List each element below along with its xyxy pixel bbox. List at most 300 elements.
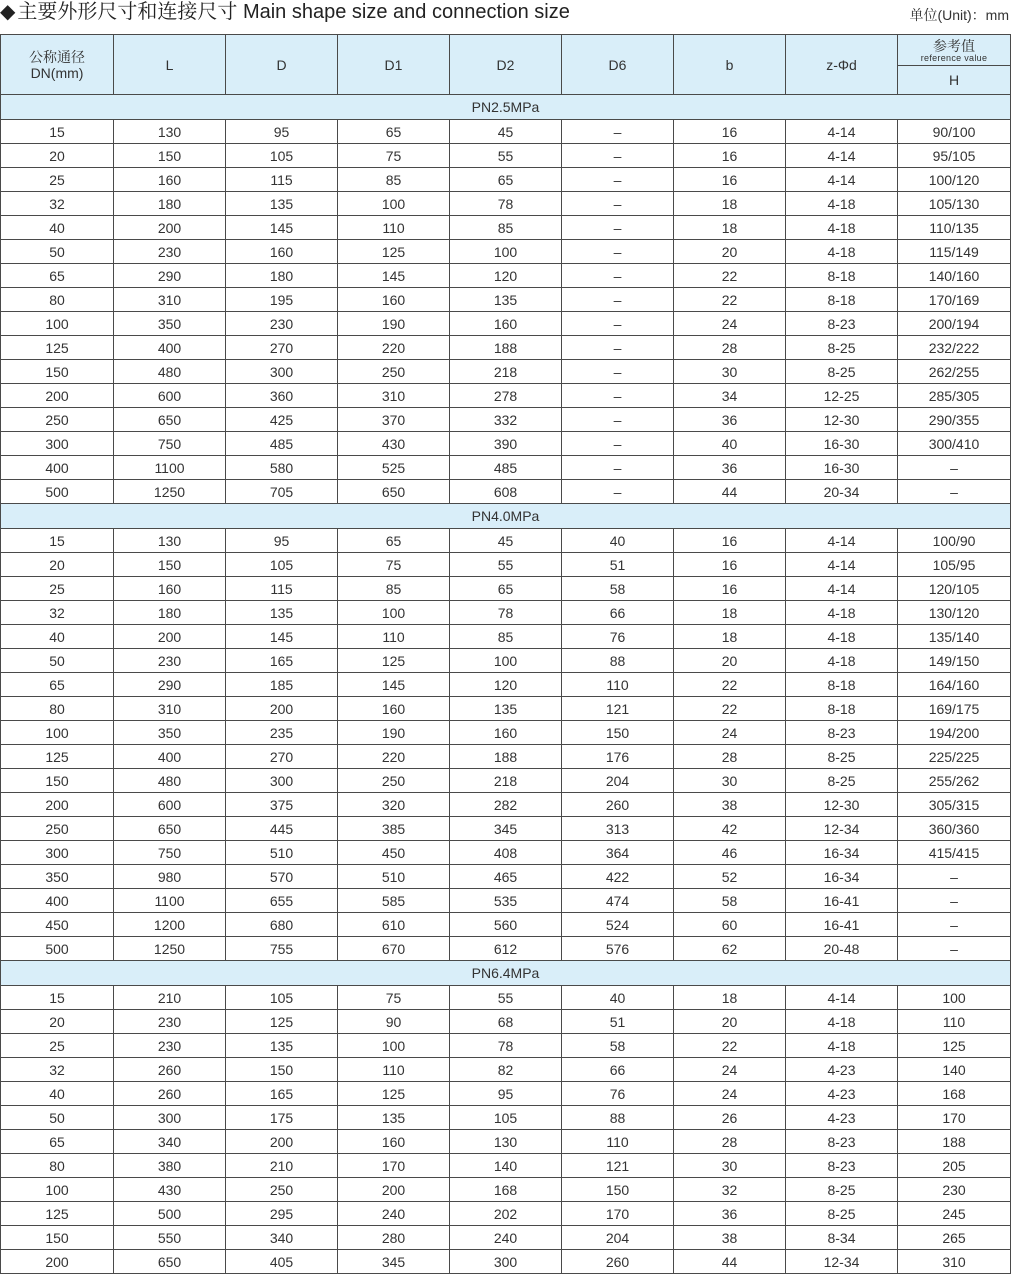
table-cell: 24: [674, 1058, 786, 1082]
table-cell: 40: [1, 1082, 114, 1106]
table-cell: 390: [450, 432, 562, 456]
table-cell: 125: [898, 1034, 1011, 1058]
table-cell: 4-14: [786, 120, 898, 144]
table-cell: 190: [338, 312, 450, 336]
table-cell: 66: [562, 1058, 674, 1082]
table-row: [1, 312, 1011, 336]
table-cell: 705: [226, 480, 338, 504]
table-row: [1, 1034, 1011, 1058]
table-cell: 110: [562, 1130, 674, 1154]
table-cell: 650: [114, 408, 226, 432]
table-cell: 580: [226, 456, 338, 480]
table-cell: 105: [226, 986, 338, 1010]
table-cell: 8-18: [786, 288, 898, 312]
table-cell: 100: [450, 649, 562, 673]
table-cell: 25: [1, 577, 114, 601]
table-row: [1, 264, 1011, 288]
table-cell: –: [562, 216, 674, 240]
table-cell: 430: [338, 432, 450, 456]
table-cell: 66: [562, 601, 674, 625]
table-cell: 28: [674, 336, 786, 360]
table-cell: 585: [338, 889, 450, 913]
table-cell: 18: [674, 986, 786, 1010]
table-cell: 12-30: [786, 793, 898, 817]
table-cell: 135: [226, 1034, 338, 1058]
table-cell: 58: [562, 577, 674, 601]
table-cell: 200: [114, 216, 226, 240]
table-cell: 130/120: [898, 601, 1011, 625]
table-cell: 4-23: [786, 1058, 898, 1082]
table-cell: 260: [562, 793, 674, 817]
table-cell: 4-23: [786, 1106, 898, 1130]
table-cell: 40: [1, 625, 114, 649]
table-cell: 85: [450, 216, 562, 240]
table-cell: 16-34: [786, 841, 898, 865]
table-cell: 235: [226, 721, 338, 745]
table-cell: –: [562, 384, 674, 408]
table-cell: 610: [338, 913, 450, 937]
table-cell: 120: [450, 264, 562, 288]
table-row: [1, 192, 1011, 216]
table-cell: 332: [450, 408, 562, 432]
table-row: [1, 649, 1011, 673]
table-cell: 145: [226, 625, 338, 649]
table-cell: 160: [338, 697, 450, 721]
table-row: [1, 336, 1011, 360]
table-cell: 4-14: [786, 529, 898, 553]
table-cell: 95/105: [898, 144, 1011, 168]
table-cell: 12-34: [786, 1250, 898, 1274]
table-cell: 18: [674, 192, 786, 216]
table-cell: 385: [338, 817, 450, 841]
table-cell: 105/95: [898, 553, 1011, 577]
table-cell: 88: [562, 1106, 674, 1130]
table-cell: 1250: [114, 937, 226, 961]
table-cell: 600: [114, 384, 226, 408]
table-row: [1, 529, 1011, 553]
table-cell: 110: [338, 1058, 450, 1082]
table-cell: 750: [114, 432, 226, 456]
section-title: PN6.4MPa: [1, 961, 1011, 986]
header-reference-cn: 参考值: [933, 38, 975, 54]
table-cell: 100: [338, 601, 450, 625]
table-cell: 260: [114, 1058, 226, 1082]
table-cell: 524: [562, 913, 674, 937]
table-cell: 300: [1, 841, 114, 865]
table-cell: 282: [450, 793, 562, 817]
table-cell: 22: [674, 673, 786, 697]
table-cell: –: [562, 456, 674, 480]
table-row: [1, 601, 1011, 625]
table-cell: 100: [898, 986, 1011, 1010]
table-cell: 980: [114, 865, 226, 889]
table-cell: 80: [1, 697, 114, 721]
table-cell: 8-23: [786, 312, 898, 336]
table-cell: 44: [674, 1250, 786, 1274]
table-cell: 260: [114, 1082, 226, 1106]
table-cell: 16: [674, 553, 786, 577]
table-cell: 250: [338, 769, 450, 793]
table-cell: –: [562, 480, 674, 504]
table-cell: 4-14: [786, 553, 898, 577]
table-cell: 170: [898, 1106, 1011, 1130]
table-cell: 95: [450, 1082, 562, 1106]
table-cell: 260: [562, 1250, 674, 1274]
table-cell: 360: [226, 384, 338, 408]
table-row: [1, 432, 1011, 456]
table-cell: 270: [226, 745, 338, 769]
table-cell: 364: [562, 841, 674, 865]
table-cell: –: [898, 480, 1011, 504]
table-cell: 55: [450, 144, 562, 168]
table-cell: 100/90: [898, 529, 1011, 553]
section-title: PN4.0MPa: [1, 504, 1011, 529]
table-cell: 24: [674, 312, 786, 336]
table-row: [1, 1106, 1011, 1130]
table-cell: 340: [226, 1226, 338, 1250]
table-cell: 650: [338, 480, 450, 504]
table-cell: –: [562, 144, 674, 168]
table-cell: 115: [226, 168, 338, 192]
table-row: [1, 986, 1011, 1010]
table-cell: 375: [226, 793, 338, 817]
table-row: [1, 456, 1011, 480]
table-cell: 75: [338, 553, 450, 577]
table-cell: 45: [450, 120, 562, 144]
table-cell: 295: [226, 1202, 338, 1226]
table-cell: 8-18: [786, 264, 898, 288]
table-cell: 612: [450, 937, 562, 961]
table-cell: –: [562, 264, 674, 288]
table-cell: 4-14: [786, 168, 898, 192]
table-cell: 485: [226, 432, 338, 456]
table-cell: 140: [450, 1154, 562, 1178]
table-cell: 1250: [114, 480, 226, 504]
table-cell: 474: [562, 889, 674, 913]
table-cell: 55: [450, 986, 562, 1010]
table-cell: 345: [338, 1250, 450, 1274]
table-cell: 40: [1, 216, 114, 240]
table-row: [1, 1178, 1011, 1202]
table-cell: 290/355: [898, 408, 1011, 432]
table-cell: 65: [450, 577, 562, 601]
header-b: b: [674, 35, 786, 95]
table-row: [1, 673, 1011, 697]
page-title-text: 主要外形尺寸和连接尺寸 Main shape size and connection size: [17, 1, 570, 23]
table-cell: 78: [450, 192, 562, 216]
table-cell: 608: [450, 480, 562, 504]
table-cell: 90: [338, 1010, 450, 1034]
table-cell: –: [562, 336, 674, 360]
table-cell: 185: [226, 673, 338, 697]
table-cell: 68: [450, 1010, 562, 1034]
table-cell: 150: [562, 1178, 674, 1202]
table-cell: 100: [1, 721, 114, 745]
table-cell: 408: [450, 841, 562, 865]
table-cell: 510: [338, 865, 450, 889]
table-cell: –: [898, 913, 1011, 937]
table-cell: –: [562, 192, 674, 216]
table-cell: 76: [562, 625, 674, 649]
table-cell: 45: [450, 529, 562, 553]
table-cell: 480: [114, 360, 226, 384]
table-cell: 300: [450, 1250, 562, 1274]
table-cell: 16-30: [786, 432, 898, 456]
table-cell: 165: [226, 649, 338, 673]
table-cell: 121: [562, 1154, 674, 1178]
table-cell: 180: [114, 601, 226, 625]
table-cell: 130: [114, 120, 226, 144]
table-cell: 232/222: [898, 336, 1011, 360]
table-cell: 340: [114, 1130, 226, 1154]
table-row: [1, 1010, 1011, 1034]
table-cell: 576: [562, 937, 674, 961]
table-cell: 8-25: [786, 1178, 898, 1202]
table-cell: 200: [1, 384, 114, 408]
table-cell: 60: [674, 913, 786, 937]
table-cell: 225/225: [898, 745, 1011, 769]
table-row: [1, 937, 1011, 961]
table-cell: 125: [1, 1202, 114, 1226]
table-cell: 110: [562, 673, 674, 697]
header-reference-en: reference value: [920, 53, 988, 63]
table-cell: 18: [674, 601, 786, 625]
table-cell: 165: [226, 1082, 338, 1106]
table-cell: 85: [450, 625, 562, 649]
table-cell: 270: [226, 336, 338, 360]
table-cell: 125: [226, 1010, 338, 1034]
table-row: [1, 625, 1011, 649]
table-cell: 750: [114, 841, 226, 865]
table-cell: 169/175: [898, 697, 1011, 721]
table-cell: 300: [114, 1106, 226, 1130]
table-cell: 150: [226, 1058, 338, 1082]
table-cell: 220: [338, 336, 450, 360]
table-cell: 205: [898, 1154, 1011, 1178]
table-cell: 42: [674, 817, 786, 841]
table-cell: 400: [1, 889, 114, 913]
table-cell: 75: [338, 144, 450, 168]
table-row: [1, 288, 1011, 312]
table-cell: 65: [338, 529, 450, 553]
table-cell: 250: [226, 1178, 338, 1202]
table-cell: 28: [674, 745, 786, 769]
table-cell: 135: [450, 288, 562, 312]
table-cell: 100: [450, 240, 562, 264]
table-cell: 265: [898, 1226, 1011, 1250]
table-cell: 190: [338, 721, 450, 745]
table-row: [1, 240, 1011, 264]
table-cell: 85: [338, 168, 450, 192]
table-cell: 78: [450, 601, 562, 625]
table-cell: 310: [114, 697, 226, 721]
table-cell: 8-25: [786, 360, 898, 384]
table-cell: 65: [450, 168, 562, 192]
table-cell: 170/169: [898, 288, 1011, 312]
table-cell: 18: [674, 625, 786, 649]
table-cell: 100: [338, 192, 450, 216]
table-cell: 200: [226, 1130, 338, 1154]
table-cell: –: [562, 432, 674, 456]
header-d6: D6: [562, 35, 674, 95]
table-cell: 16-41: [786, 889, 898, 913]
table-cell: 210: [226, 1154, 338, 1178]
table-cell: 32: [674, 1178, 786, 1202]
table-cell: 485: [450, 456, 562, 480]
section-header-row: [1, 95, 1011, 120]
table-cell: 350: [114, 721, 226, 745]
table-cell: 188: [898, 1130, 1011, 1154]
table-cell: 65: [1, 264, 114, 288]
table-cell: 250: [1, 817, 114, 841]
table-cell: 32: [1, 601, 114, 625]
table-cell: 1200: [114, 913, 226, 937]
table-row: [1, 1082, 1011, 1106]
table-cell: 38: [674, 793, 786, 817]
table-cell: 8-23: [786, 721, 898, 745]
table-cell: 125: [338, 240, 450, 264]
table-cell: 1100: [114, 456, 226, 480]
table-cell: 4-14: [786, 577, 898, 601]
table-cell: 82: [450, 1058, 562, 1082]
table-cell: 230: [114, 1034, 226, 1058]
table-cell: 300: [226, 360, 338, 384]
table-row: [1, 168, 1011, 192]
table-row: [1, 793, 1011, 817]
table-cell: 230: [226, 312, 338, 336]
table-cell: 168: [450, 1178, 562, 1202]
table-cell: 290: [114, 264, 226, 288]
table-row: [1, 1130, 1011, 1154]
table-row: [1, 697, 1011, 721]
header-h: H: [898, 66, 1011, 95]
table-body: [1, 95, 1011, 1274]
table-cell: 300: [226, 769, 338, 793]
table-cell: 62: [674, 937, 786, 961]
table-cell: 36: [674, 1202, 786, 1226]
table-cell: 24: [674, 721, 786, 745]
table-cell: 200: [338, 1178, 450, 1202]
table-cell: 100/120: [898, 168, 1011, 192]
table-cell: 20: [1, 144, 114, 168]
table-cell: 560: [450, 913, 562, 937]
table-cell: 8-23: [786, 1130, 898, 1154]
table-row: [1, 865, 1011, 889]
table-row: [1, 721, 1011, 745]
header-reference-value: [898, 35, 1011, 66]
table-cell: 400: [1, 456, 114, 480]
table-cell: 130: [450, 1130, 562, 1154]
table-cell: –: [562, 360, 674, 384]
table-cell: 465: [450, 865, 562, 889]
table-cell: 670: [338, 937, 450, 961]
table-row: [1, 745, 1011, 769]
table-cell: 8-25: [786, 1202, 898, 1226]
table-cell: 20: [1, 1010, 114, 1034]
table-cell: 18: [674, 216, 786, 240]
table-cell: 20: [674, 240, 786, 264]
table-cell: –: [898, 937, 1011, 961]
table-cell: 145: [338, 673, 450, 697]
table-cell: 405: [226, 1250, 338, 1274]
table-cell: 255/262: [898, 769, 1011, 793]
table-cell: 15: [1, 120, 114, 144]
table-cell: 24: [674, 1082, 786, 1106]
table-cell: 30: [674, 1154, 786, 1178]
table-cell: 300: [1, 432, 114, 456]
table-cell: –: [898, 889, 1011, 913]
table-cell: 204: [562, 1226, 674, 1250]
header-dn: [1, 35, 114, 95]
table-cell: 12-25: [786, 384, 898, 408]
table-cell: 110/135: [898, 216, 1011, 240]
table-cell: 480: [114, 769, 226, 793]
table-cell: 121: [562, 697, 674, 721]
table-cell: 168: [898, 1082, 1011, 1106]
table-cell: 22: [674, 288, 786, 312]
table-cell: 150: [1, 769, 114, 793]
table-cell: 160: [338, 288, 450, 312]
table-cell: 150: [1, 1226, 114, 1250]
section-header-row: [1, 961, 1011, 986]
table-cell: 160: [338, 1130, 450, 1154]
table-cell: 175: [226, 1106, 338, 1130]
table-cell: 313: [562, 817, 674, 841]
table-cell: 188: [450, 336, 562, 360]
table-cell: 95: [226, 529, 338, 553]
table-cell: 500: [1, 480, 114, 504]
table-cell: 145: [226, 216, 338, 240]
table-cell: 278: [450, 384, 562, 408]
header-dn-cn: 公称通径: [29, 48, 85, 65]
table-cell: 345: [450, 817, 562, 841]
table-cell: 550: [114, 1226, 226, 1250]
table-cell: 8-23: [786, 1154, 898, 1178]
page-title: [0, 0, 570, 24]
table-cell: 80: [1, 1154, 114, 1178]
table-row: [1, 480, 1011, 504]
table-cell: 4-18: [786, 649, 898, 673]
table-cell: 655: [226, 889, 338, 913]
table-cell: 120/105: [898, 577, 1011, 601]
table-cell: 4-18: [786, 625, 898, 649]
table-cell: 250: [338, 360, 450, 384]
table-cell: 220: [338, 745, 450, 769]
table-cell: 445: [226, 817, 338, 841]
table-row: [1, 769, 1011, 793]
table-cell: 65: [1, 1130, 114, 1154]
table-cell: –: [562, 288, 674, 312]
header-l: L: [114, 35, 226, 95]
table-cell: 16-30: [786, 456, 898, 480]
table-cell: 135: [226, 192, 338, 216]
table-cell: –: [562, 312, 674, 336]
table-cell: 25: [1, 168, 114, 192]
table-cell: 210: [114, 986, 226, 1010]
table-cell: 20: [1, 553, 114, 577]
table-cell: 100: [1, 312, 114, 336]
table-cell: 58: [562, 1034, 674, 1058]
table-cell: 200: [114, 625, 226, 649]
table-cell: 650: [114, 1250, 226, 1274]
table-cell: 135/140: [898, 625, 1011, 649]
table-cell: 4-14: [786, 986, 898, 1010]
table-cell: 188: [450, 745, 562, 769]
table-cell: 28: [674, 1130, 786, 1154]
table-cell: 50: [1, 1106, 114, 1130]
table-cell: 125: [338, 1082, 450, 1106]
table-row: [1, 817, 1011, 841]
